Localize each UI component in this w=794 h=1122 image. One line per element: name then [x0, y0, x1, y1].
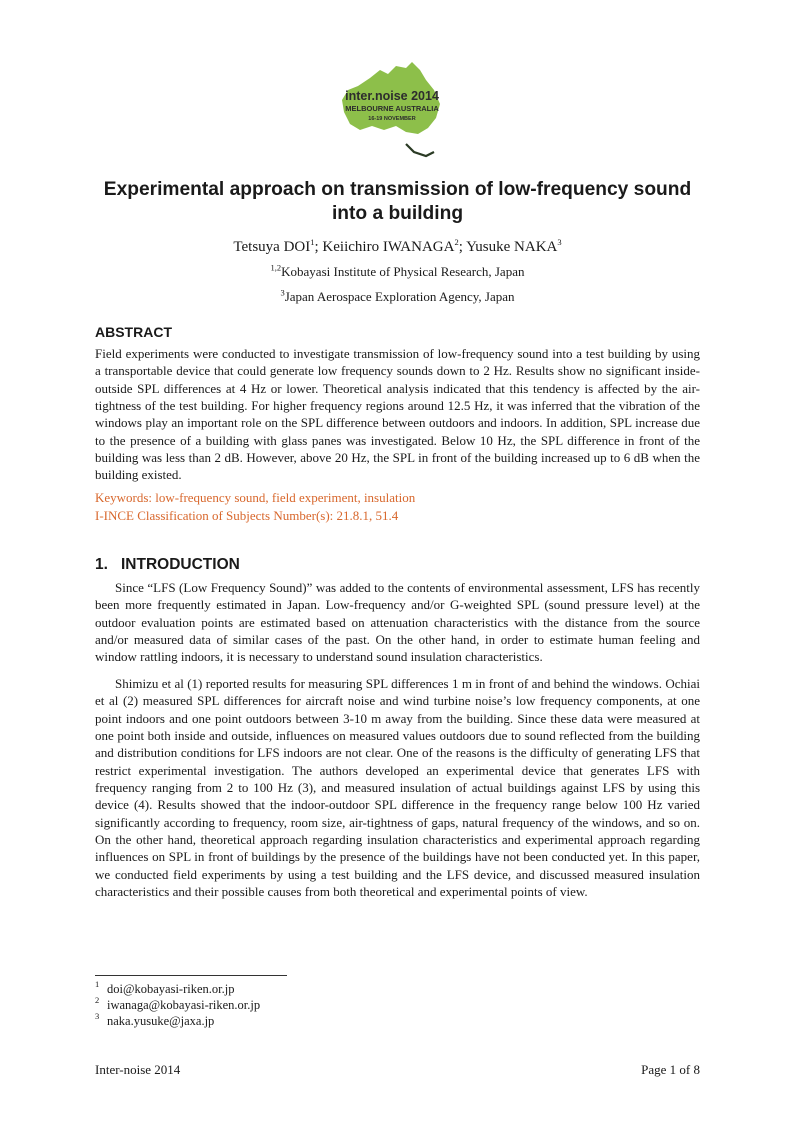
affiliation-2 [95, 289, 700, 305]
author-sup: 1 [310, 237, 315, 247]
section-heading [95, 556, 240, 574]
intro-paragraph-1: Since “LFS (Low Frequency Sound)” was added to the contents of environmental assessment, LFS has recently been more frequently estimated in Japan. Low-frequency and/or G-weighted SPL (sound pressure level) at the outdoor evaluation points are estimated based on attenuation characteristics with the distance from the source and/or measured data of similar cases of the past. On the other hand, in order to estimate human feeling and window rattling indoors, it is necessary to understand sound insulation characteristics. [95, 580, 700, 665]
author-name: Tetsuya DOI [233, 239, 311, 255]
footnote-email: naka.yusuke@jaxa.jp [107, 1014, 215, 1028]
intro-paragraph-2: Shimizu et al (1) reported results for measuring SPL differences 1 m in front of and behind the windows. Ochiai et al (2) measured SPL differences for aircraft noise and wind turbine noise’s low frequency components, at one point indoors and one point outdoors between 3-10 m away from the building. Since these data were measured at one point both inside and outside, influences on measured values outdoors due to sound reflected from the building and distribution conditions for LFS indoors are not clear. One of the reasons is the difficulty of generating LFS that restrict experimental investigation. The authors developed an experimental device that generates LFS with frequency ranging from 2 to 100 Hz (3), and measured insulation of actual buildings against LFS by using this device (4). Results showed that the indoor-outdoor SPL difference in the frequency range below 100 Hz varied significantly according to frequency, room size, air-tightness of gaps, natural frequency of the windows, and so on. On the other hand, theoretical approach regarding insulation characteristics and experimental approach regarding influences on SPL in front of buildings by the presence of the buildings have not been conducted yet. In this paper, we conducted field experiments by using a test building and the LFS device, and discussed measured insulation characteristics and their possible causes from both theoretical and experimental points of view. [95, 676, 700, 900]
affiliation-text: Japan Aerospace Exploration Agency, Japan [284, 289, 515, 304]
footnote-mark: 3 [95, 1011, 100, 1021]
footnote-mark: 2 [95, 995, 100, 1005]
affiliation-sup: 1,2 [270, 262, 282, 273]
affiliation-1 [95, 264, 700, 280]
boomerang-icon [406, 144, 434, 156]
keywords: Keywords: low-frequency sound, field experiment, insulation [95, 490, 416, 505]
author-sup: 3 [557, 237, 562, 247]
footnote-mark: 1 [95, 979, 100, 989]
author-list [95, 238, 700, 256]
footnote-email: iwanaga@kobayasi-riken.or.jp [107, 998, 261, 1012]
affiliation-sup: 3 [280, 287, 285, 298]
section-number: 1. [95, 556, 108, 573]
title-line-2: into a building [331, 203, 464, 224]
author-separator: ; [458, 239, 467, 255]
affiliation-text: Kobayasi Institute of Physical Research, Japan [281, 264, 525, 279]
logo-line1: inter.noise 2014 [345, 89, 439, 103]
author-separator: ; [314, 239, 323, 255]
title-line-1: Experimental approach on transmission of low-frequency sound [103, 179, 692, 200]
footnote-divider [95, 975, 287, 976]
conference-logo [330, 60, 455, 160]
footer-page-number: Page 1 of 8 [641, 1062, 700, 1077]
section-title: INTRODUCTION [121, 556, 240, 573]
paper-title [95, 178, 700, 226]
author-name: Keiichiro IWANAGA [322, 239, 455, 255]
classification: I-INCE Classification of Subjects Number(s): 21.8.1, 51.4 [95, 508, 399, 523]
logo-line2: MELBOURNE AUSTRALIA [345, 104, 439, 113]
author-sup: 2 [454, 237, 459, 247]
author-name: Yusuke NAKA [466, 239, 558, 255]
abstract-text: Field experiments were conducted to investigate transmission of low-frequency sound into a test building by using a transportable device that could generate low frequency sounds down to 2 Hz. Results show no significant inside-outside SPL differences at 4 Hz or lower. Theoretical analysis indicated that this tendency is affected by the air-tightness of the test building. For higher frequency regions around 12.5 Hz, it was inferred that the vibration of the windows play an important role on the SPL difference between outdoors and indoors. In addition, SPL increase due to the presence of a building with glass panes was investigated. Below 10 Hz, the SPL difference in front of the building was less than 2 dB. However, above 20 Hz, the SPL in front of the building increased up to 6 dB when the building existed. [95, 346, 700, 483]
footnote-email: doi@kobayasi-riken.or.jp [107, 982, 235, 996]
abstract-heading: ABSTRACT [95, 324, 172, 340]
logo-line3: 16-19 NOVEMBER [368, 116, 416, 122]
footer-conference: Inter-noise 2014 [95, 1062, 181, 1077]
australia-map-logo [330, 60, 455, 160]
